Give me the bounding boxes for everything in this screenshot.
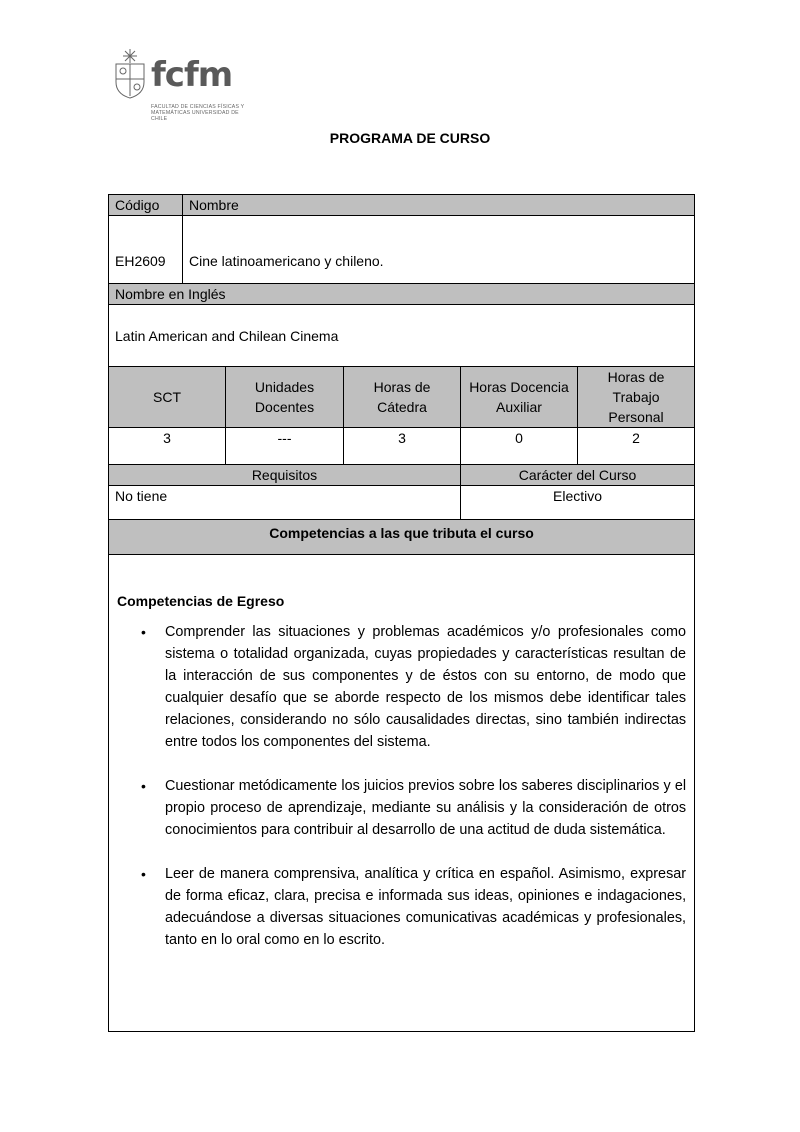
hours-header-catedra: Horas de Cátedra xyxy=(344,367,461,428)
code-label: Código xyxy=(109,195,183,216)
name-label: Nombre xyxy=(183,195,695,216)
list-item xyxy=(117,621,686,753)
competency-text: Cuestionar metódicamente los juicios previos sobre los saberes disciplinarios y el propio proceso de aprendizaje, mediante su análisis y la consideración de otros conocimientos para contribuir al desarrollo de una actitud de duda sistemática. xyxy=(165,778,687,838)
course-name: Cine latinoamericano y chileno. xyxy=(183,216,695,284)
character-label: Carácter del Curso xyxy=(461,465,695,486)
course-program-table xyxy=(108,194,695,1032)
list-item xyxy=(117,775,686,841)
english-name-label: Nombre en Inglés xyxy=(109,284,695,305)
hours-header-unidades: Unidades Docentes xyxy=(226,367,344,428)
hours-header-auxiliar: Horas Docencia Auxiliar xyxy=(461,367,578,428)
crest-icon xyxy=(113,48,147,100)
page-title: PROGRAMA DE CURSO xyxy=(329,130,491,146)
requirements-label: Requisitos xyxy=(109,465,461,486)
hours-header-personal: Horas de Trabajo Personal xyxy=(578,367,695,428)
competencies-list xyxy=(117,621,686,951)
bullet-icon: • xyxy=(141,778,146,794)
bullet-icon: • xyxy=(141,624,146,640)
competency-text: Leer de manera comprensiva, analítica y crítica en español. Asimismo, expresar de forma eficaz, clara, precisa e informada sus ideas, opiniones e indagaciones, adecuándose a diversas situaciones comunicativas académicas y profesionales, tanto en lo oral como en lo escrito. xyxy=(165,866,687,948)
hours-value-auxiliar: 0 xyxy=(461,428,578,465)
english-name: Latin American and Chilean Cinema xyxy=(109,305,695,367)
hours-value-unidades: --- xyxy=(226,428,344,465)
competencies-section-title: Competencias a las que tributa el curso xyxy=(109,520,695,555)
hours-value-catedra: 3 xyxy=(344,428,461,465)
hours-value-personal: 2 xyxy=(578,428,695,465)
character-value: Electivo xyxy=(461,486,695,520)
competencies-heading: Competencias de Egreso xyxy=(117,593,285,609)
list-item xyxy=(117,863,686,951)
logo-wordmark: fcfm xyxy=(151,55,233,95)
bullet-icon: • xyxy=(141,866,146,882)
university-logo xyxy=(113,48,243,130)
course-code: EH2609 xyxy=(109,216,183,284)
hours-value-sct: 3 xyxy=(109,428,226,465)
logo-subtitle: FACULTAD DE CIENCIAS FÍSICAS Y MATEMÁTICAS UNIVERSIDAD DE CHILE xyxy=(151,104,245,122)
requirements-value: No tiene xyxy=(109,486,461,520)
competencies-body xyxy=(109,555,695,1032)
hours-header-sct: SCT xyxy=(109,367,226,428)
competency-text: Comprender las situaciones y problemas académicos y/o profesionales como sistema o totalidad organizada, cuyas propiedades y características resultan de la interacción de sus componentes y de éstos con su entorno, de modo que cualquier desafío que se aborde respecto de los mismos debe identificar tales relaciones, considerando no sólo causalidades directas, sino también indirectas entre todos los componentes del sistema. xyxy=(165,624,687,750)
